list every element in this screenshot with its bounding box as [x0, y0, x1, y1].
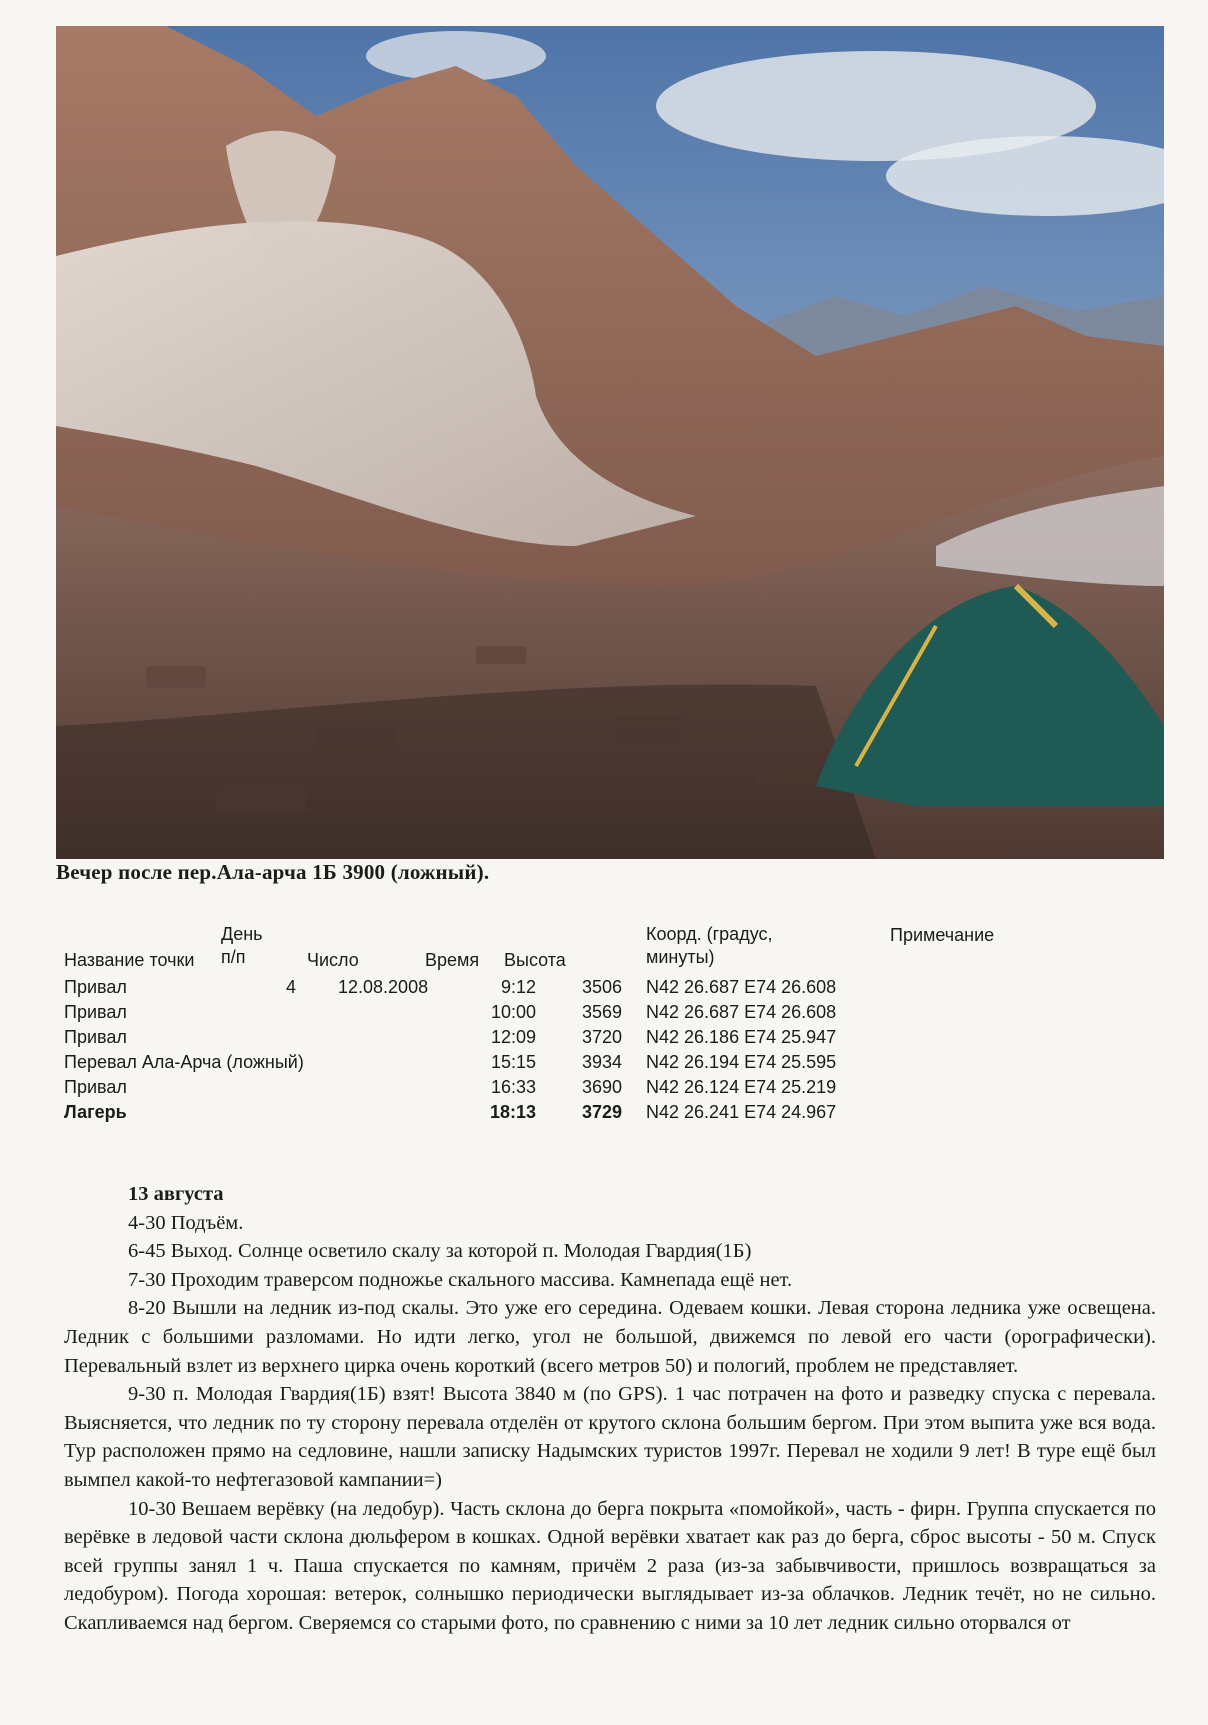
header-day: День п/п: [221, 924, 263, 967]
diary-text: [64, 1180, 1156, 1638]
cell-name: Привал: [64, 1077, 127, 1097]
table-row: [64, 1100, 1114, 1126]
cell-coordinates: N42 26.186 E74 25.947: [646, 1027, 837, 1047]
diary-paragraph: 6-45 Выход. Солнце осветило скалу за которой п. Молодая Гвардия(1Б): [128, 1240, 752, 1263]
cell-altitude: 3690: [581, 1077, 622, 1097]
cell-time: 10:00: [490, 1002, 536, 1022]
day-title: 13 августа: [128, 1183, 224, 1205]
cell-altitude: 3729: [581, 1102, 622, 1122]
cell-coordinates: N42 26.124 E74 25.219: [646, 1077, 837, 1097]
cell-altitude: 3934: [581, 1052, 622, 1072]
cell-name: Перевал Ала-Арча (ложный): [64, 1052, 304, 1072]
cell-day: 4: [285, 977, 296, 997]
mountain-photo: [56, 26, 1164, 859]
table-row: [64, 1025, 1114, 1051]
cell-name: Привал: [64, 977, 127, 997]
photo-caption: Вечер после пер.Ала-арча 1Б 3900 (ложный).: [56, 860, 490, 884]
cell-name: Привал: [64, 1002, 127, 1022]
header-time: Время: [425, 950, 480, 970]
diary-paragraph: 9-30 п. Молодая Гвардия(1Б) взят! Высота 3840 м (по GPS). 1 час потрачен на фото и разведку спуска с перевала. Выясняется, что ледник по ту сторону перевала отделён от крутого склона большим бергом. При этом выпита уже вся вода. Тур расположен прямо на седловине, нашли записку Надымских туристов 1997г. Перевал не ходили 9 лет! В туре ещё был вымпел какой-то нефтегазовой кампании=): [64, 1383, 1156, 1491]
cell-altitude: 3720: [581, 1027, 622, 1047]
cell-name: Привал: [64, 1027, 127, 1047]
header-coordinates: Коорд. (градус, минуты): [646, 924, 773, 967]
cell-coordinates: N42 26.687 E74 26.608: [646, 977, 837, 997]
header-date: Число: [307, 950, 359, 970]
mountain-landscape-image: [56, 26, 1164, 859]
cell-altitude: 3506: [581, 977, 622, 997]
diary-paragraph: 10-30 Вешаем верёвку (на ледобур). Часть склона до берга покрыта «помойкой», часть - фирн. Группа спускается по верёвке в ледовой части склона дюльфером в кошках. Одной верёвки хватает как раз до берга, сброс высоты - 50 м. Спуск всей группы занял 1 ч. Паша спускается по камням, причём 2 раза (из-за забывчивости, пришлось возвращаться за ледобуром). Погода хорошая: ветерок, солнышко периодически выглядывает из-за облачков. Ледник течёт, но не сильно. Скапливаемся над бергом. Сверяемся со старыми фото, по сравнению с ними за 10 лет ледник сильно оторвался от: [64, 1497, 1156, 1634]
diary-paragraph: 7-30 Проходим траверсом подножье скального массива. Камнепада ещё нет.: [128, 1268, 793, 1291]
cell-time: 18:13: [489, 1102, 536, 1122]
cell-time: 12:09: [490, 1027, 536, 1047]
table-row: [64, 975, 1114, 1001]
header-altitude: Высота: [504, 950, 566, 970]
cell-date: 12.08.2008: [338, 977, 429, 997]
diary-paragraph: 4-30 Подъём.: [128, 1211, 244, 1234]
header-note: Примечание: [890, 925, 995, 945]
header-name: Название точки: [64, 950, 195, 970]
cell-coordinates: N42 26.241 E74 24.967: [646, 1102, 837, 1122]
cell-altitude: 3569: [581, 1002, 622, 1022]
table-row: [64, 1075, 1114, 1101]
table-row: [64, 1000, 1114, 1026]
table-row: [64, 1050, 1114, 1076]
diary-paragraph: 8-20 Вышли на ледник из-под скалы. Это уже его середина. Одеваем кошки. Левая сторона ледника уже освещена. Ледник с большими разломами. Но идти легко, угол не большой, движемся по левой его части (орографически). Перевальный взлет из верхнего цирка очень короткий (всего метров 50) и пологий, проблем не представляет.: [64, 1297, 1156, 1377]
cell-name: Лагерь: [64, 1102, 127, 1122]
cell-coordinates: N42 26.194 E74 25.595: [646, 1052, 837, 1072]
cell-time: 15:15: [490, 1052, 536, 1072]
cell-coordinates: N42 26.687 E74 26.608: [646, 1002, 837, 1022]
cell-time: 9:12: [500, 977, 536, 997]
cell-time: 16:33: [490, 1077, 536, 1097]
